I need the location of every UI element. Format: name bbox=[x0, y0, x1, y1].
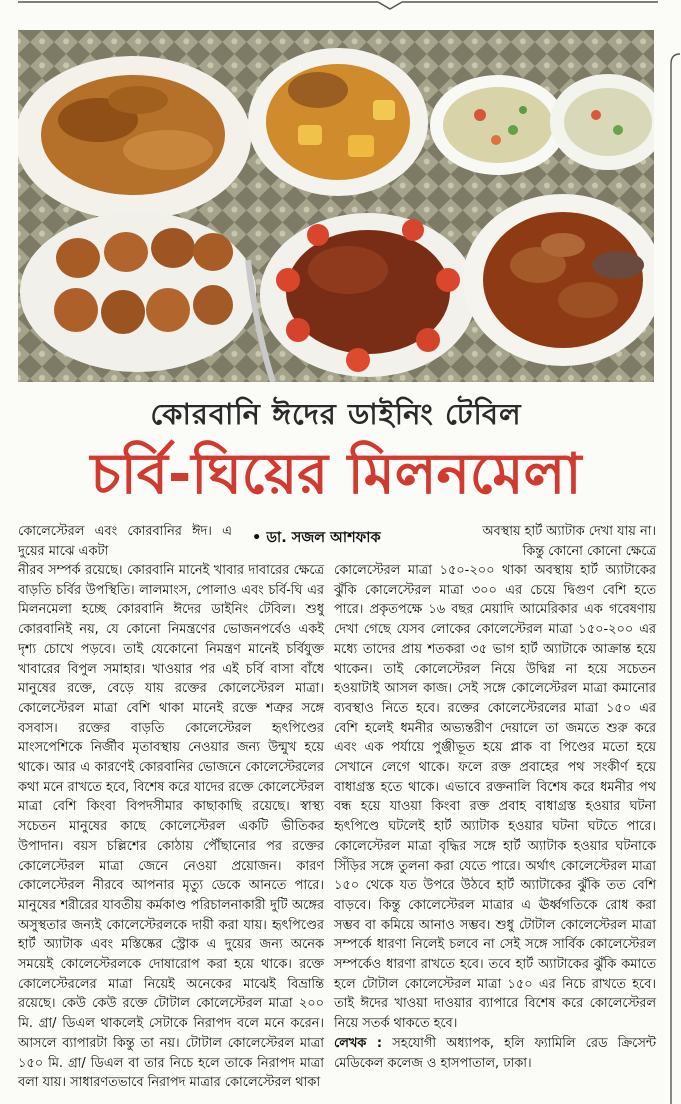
author-credit-label: লেখক : bbox=[334, 1035, 383, 1051]
column-1-lead-text: কোলেস্টেরল এবং কোরবানির ঈদ। এ দুয়ের মাঝে একটা bbox=[18, 524, 232, 559]
column-2 bbox=[334, 561, 656, 1073]
headline: চর্বি-ঘিয়ের মিলনমেলা bbox=[90, 442, 582, 507]
side-border-decoration bbox=[668, 52, 681, 1104]
kicker-title: কোরবানি ঈদের ডাইনিং টেবিল bbox=[150, 397, 522, 431]
top-border-decoration bbox=[18, 0, 658, 10]
column-1-text: নীরব সম্পর্ক রয়েছে। কোরবানি মানেই খাবার দাবারের ক্ষেত্রে বাড়তি চর্বির উপস্থিতি। লালমাংস, পোলাও এবং চর্বি-ঘি এর মিলনমেলা হচ্ছে কোরবানি ঈদের ডাইনিং টেবিল। শুধু কোরবানিই নয়, যে কোনো নিমন্ত্রণের ভোজনপর্বেও একই দৃশ্য চোখে পড়বে। তাই যেকোনো নিমন্ত্রণ মানেই চর্বিযুক্ত খাবারের বিপুল সমাহার। খাওয়ার পর এই চর্বি বাসা বাঁধে মানুষের রক্তে, বেড়ে যায় রক্তের কোলেস্টেরল মাত্রা। কোলেস্টেরল মাত্রা বেশি থাকা মানেই রক্তে শত্রুর সঙ্গে বসবাস। রক্তের বাড়তি কোলেস্টেরল হৃৎপিণ্ডের মাংসপেশিকে নির্জীব মৃতাবস্থায় নেওয়ার জন্য উন্মুখ হয়ে থাকে। আর এ কারণেই কোরবানির ভোজনে কোলেস্টেরলের কথা মনে রাখতে হবে, বিশেষ করে যাদের রক্তে কোলেস্টেরল মাত্রা বেশি কিংবা বিপদসীমার কাছাকাছি রয়েছে। স্বাস্থ্য সচেতন মানুষের কাছে কোলেস্টেরল একটি ভীতিকর উপাদান। বয়স চল্লিশের কোঠায় পৌঁছানোর পর রক্তের কোলেস্টেরল মাত্রা জেনে নেওয়া প্রয়োজন। কারণ কোলেস্টেরল নীরবে আপনার মৃত্যু ডেকে আনতে পারে। মানুষের শরীরের যাবতীয় কর্মকাণ্ড পরিচালনাকারী দুটি অঙ্গের অসুস্থতার জন্যই কোলেস্টেরলকে দায়ী করা যায়। হৃৎপিণ্ডের হার্ট অ্যাটাক এবং মস্তিষ্কের স্ট্রোক এ দুয়ের জন্য অনেক সময়েই কোলেস্টেরলকে দোষারোপ করা হয়ে থাকে। রক্তে কোলেস্টেরলের মাত্রা নিয়েই অনেকের মাঝেই বিভ্রান্তি রয়েছে। কেউ কেউ রক্তে টোটাল কোলেস্টেরল মাত্রা ২০০ মি. গ্রা/ ডিএল থাকলেই সেটাকে নিরাপদ বলে মনে করেন। আসলে ব্যাপারটা কিন্তু তা নয়। টোটাল কোলেস্টেরল মাত্রা ১৫০ মি. গ্রা/ ডিএল বা তার নিচে হলে তাকে নিরাপদ মাত্রা বলা যায়। সাধারণতভাবে নিরাপদ মাত্রার কোলেস্টেরল থাকা bbox=[18, 563, 324, 1091]
column-1-lead bbox=[18, 522, 232, 561]
column-2-lead bbox=[470, 522, 656, 561]
author-credit-text: সহযোগী অধ্যাপক, হলি ফ্যামিলি রেড ক্রিসেন্ট মেডিকেল কলেজ ও হাসপাতাল, ঢাকা। bbox=[334, 1035, 656, 1071]
column-1 bbox=[18, 561, 324, 1093]
column-2-text: কোলেস্টেরল মাত্রা ১৫০-২০০ থাকা অবস্থায় হার্ট অ্যাটাকের ঝুঁকি কোলেস্টেরল মাত্রা ৩০০ এর চেয়ে দ্বিগুণ বেশি হতে পারে। প্রকৃতপক্ষে ১৬ বছর মেয়াদি আমেরিকার এক গবেষণায় দেখা গেছে যেসব লোকের কোলেস্টেরল মাত্রা ১৫০-২০০ এর মধ্যে তাদের প্রায় শতকরা ৩৫ ভাগ হার্ট অ্যাটাকে আক্রান্ত হয়ে থাকেন। তাই কোলেস্টেরল নিয়ে উদ্বিগ্ন না হয়ে সচেতন হওয়াটাই আসল কাজ। সেই সঙ্গে কোলেস্টেরল মাত্রা কমানোর ব্যবস্থাও নিতে হবে। রক্তের কোলেস্টেরলের মাত্রা ১৫০ এর বেশি হলেই ধমনীর অভ্যন্তরীণ দেয়ালে তা জমতে শুরু করে এবং এক পর্যায়ে পুঞ্জীভূত হয়ে প্লাক বা পিণ্ডের মতো হয়ে সেখানে লেগে থাকে। ফলে রক্ত প্রবাহের পথ সংকীর্ণ হয়ে বাধাগ্রস্ত হতে থাকে। এভাবে রক্তনালি বিশেষ করে ধমনীর পথ বন্ধ হয়ে যাওয়া কিংবা রক্ত প্রবাহ বাধাগ্রস্ত হওয়ার ঘটনা হৃৎপিণ্ডে ঘটলেই হার্ট অ্যাটাক হওয়ার ঘটনা ঘটতে পারে। কোলেস্টেরল মাত্রা বৃদ্ধির সঙ্গে হার্ট অ্যাটাক হওয়ার ঘটনাকে সিঁড়ির সঙ্গে তুলনা করা যেতে পারে। অর্থাৎ কোলেস্টেরল মাত্রা ১৫০ থেকে যত উপরে উঠবে হার্ট অ্যাটাকের ঝুঁকি তত বেশি বাড়বে। কিন্তু কোলেস্টেরল মাত্রার এ ঊর্ধ্বগতিকে রোধ করা সম্ভব বা কমিয়ে আনাও সম্ভব। শুধু টোটাল কোলেস্টেরল মাত্রা সম্পর্কে ধারণা নিলেই চলবে না সেই সঙ্গে সার্বিক কোলেস্টেরল সম্পর্কেও ধারণা রাখতে হবে। তবে হার্ট অ্যাটাকের ঝুঁকি কমাতে হলে টোটাল কোলেস্টেরল মাত্রা ১৫০ এর নিচে রাখতে হবে। তাই ঈদের খাওয়া দাওয়ার ব্যাপারে বিশেষ করে কোলেস্টেরল নিয়ে সতর্ক থাকতে হবে। bbox=[334, 563, 656, 1032]
food-photo bbox=[18, 30, 654, 382]
author-credit bbox=[334, 1034, 656, 1073]
byline: • ডা. সজল আশফাক bbox=[252, 530, 381, 546]
column-2-lead-text: অবস্থায় হার্ট অ্যাটাক দেখা যায় না। কিন্তু কোনো কোনো ক্ষেত্রে bbox=[482, 524, 656, 559]
